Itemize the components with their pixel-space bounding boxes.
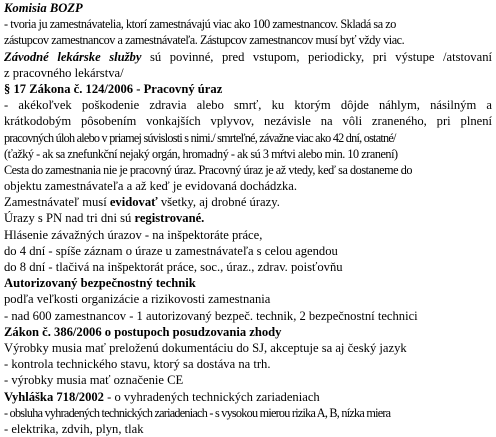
paragraph-line <box>4 405 492 421</box>
text-run: - tvoria ju zamestnávatelia, ktorí zamestnávajú viac ako 100 zamestnancov. Skladá sa zo <box>4 17 396 32</box>
text-run: do 8 dní - tlačivá na inšpektorát práce, soc., úraz., zdrav. poisťovňu <box>4 260 343 274</box>
text-run: všetky, aj drobné úrazy. <box>157 195 280 210</box>
paragraph-line <box>4 32 492 48</box>
text-run: registrované. <box>134 211 205 226</box>
text-run: Hlásenie závažných úrazov - na inšpektoráte práce, <box>4 227 263 242</box>
paragraph-line <box>4 130 492 146</box>
text-run: Úrazy s PN nad tri dni sú <box>4 211 135 226</box>
paragraph-line <box>4 146 492 162</box>
paragraph-line <box>4 210 492 226</box>
paragraph-line <box>4 340 492 356</box>
paragraph-line <box>4 162 492 178</box>
paragraph-line <box>4 16 492 32</box>
text-run: - o vyhradených technických zariadeniach <box>103 389 320 404</box>
paragraph-line <box>4 178 492 194</box>
heading-autorizovany-technik <box>4 275 492 291</box>
text-run: Výrobky musia mať preloženú dokumentáciu do SJ, akceptuje sa aj český jazyk <box>4 340 407 355</box>
text-run: Zamestnávateľ musí <box>4 195 110 210</box>
text-run: - obsluha vyhradených technických zariadeniach - s vysokou mierou rizika A, B, nízka miera <box>4 405 391 420</box>
text-run: (ťažký - ak sa znefunkční nejaký orgán, hromadný - ak sú 3 mŕtvi alebo min. 10 zranení) <box>4 146 398 161</box>
paragraph-line <box>4 259 492 275</box>
paragraph-line <box>4 113 492 129</box>
text-run: - výrobky musia mať označenie CE <box>4 373 184 388</box>
text-run: Závodné lekárske služby <box>4 49 142 64</box>
text-run: Vyhláška 718/2002 <box>4 389 104 404</box>
paragraph-line <box>4 65 492 81</box>
text-run: Komisia BOZP <box>4 1 83 15</box>
paragraph-line <box>4 421 492 437</box>
text-run: krátkodobým pôsobením vonkajších vplyvov, nezávisle na vôli zraneného, pri plnení <box>4 114 492 129</box>
heading-komisia-bozp <box>4 0 492 16</box>
text-run: evidovať <box>109 195 158 210</box>
text-run: do 4 dní - spíše záznam o úraze u zamestnávateľa s celou agendou <box>4 243 338 258</box>
text-run: objektu zamestnávateľa a až keď je evidovaná dochádzka. <box>4 179 297 194</box>
paragraph-line-zavodne-lekarske-sluzby <box>4 49 492 65</box>
text-run: - nad 600 zamestnancov - 1 autorizovaný bezpeč. technik, 2 bezpečnostní technici <box>4 308 418 323</box>
text-run: - kontrola technického stavu, ktorý sa dostáva na trh. <box>4 357 271 372</box>
text-run: podľa veľkosti organizácie a rizikovosti zamestnania <box>4 292 271 307</box>
text-run: - elektrika, zdvih, plyn, tlak <box>4 421 144 436</box>
text-run: zástupcov zamestnancov a zamestnávateľa. Zástupcov zamestnancov musí byť vždy viac. <box>4 33 405 48</box>
paragraph-line <box>4 227 492 243</box>
text-run: pracovných úloh alebo v priamej súvislosti s nimi./ smrteľné, závažne viac ako 42 dní, ostatné/ <box>4 130 396 145</box>
paragraph-line <box>4 308 492 324</box>
paragraph-line <box>4 194 492 210</box>
text-run: Cesta do zamestnania nie je pracovný úraz. Pracovný úraz je až vtedy, keď sa dostaneme do <box>4 162 412 177</box>
text-run: z pracovného lekárstva/ <box>4 65 124 80</box>
text-run: § 17 Zákona č. 124/2006 - Pracovný úraz <box>4 81 223 96</box>
paragraph-line <box>4 356 492 372</box>
heading-zakon-386-2006 <box>4 324 492 340</box>
paragraph-line <box>4 291 492 307</box>
paragraph-line <box>4 243 492 259</box>
text-run: Autorizovaný bezpečnostný technik <box>4 276 196 291</box>
paragraph-line <box>4 372 492 388</box>
text-run: sú povinné, pred vstupom, periodicky, pri výstupe /atstovaní <box>141 49 492 64</box>
heading-vyhlaska-718-2002 <box>4 389 492 405</box>
document-body <box>4 0 492 437</box>
heading-pracovny-uraz <box>4 81 492 97</box>
paragraph-line <box>4 97 492 113</box>
text-run: Zákon č. 386/2006 o postupoch posudzovania zhody <box>4 324 282 339</box>
text-run: - akékoľvek poškodenie zdravia alebo smrť, ku ktorým dôjde náhlym, násilným a <box>4 98 492 113</box>
